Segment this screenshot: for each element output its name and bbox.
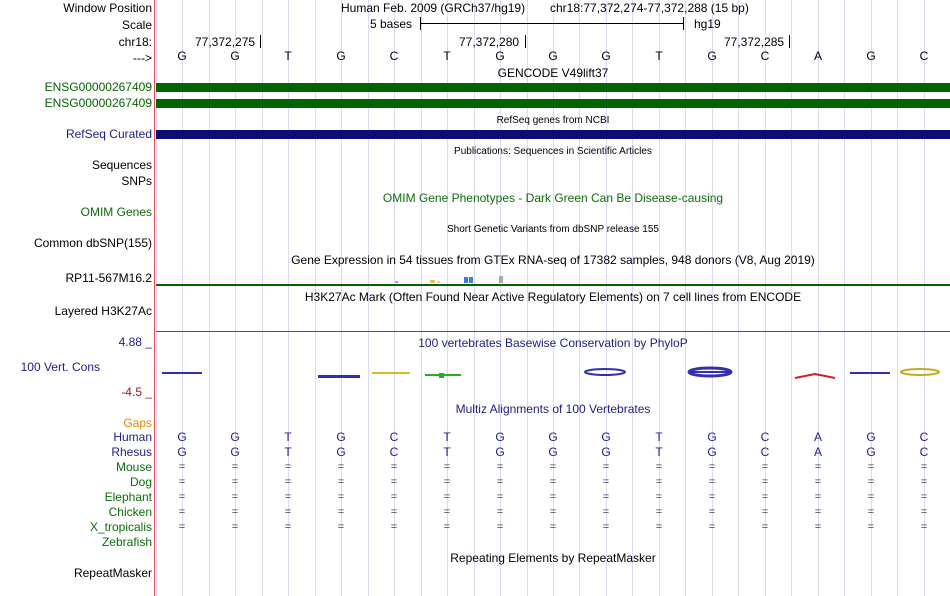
base-letter: G bbox=[177, 49, 187, 63]
alignment-match: = bbox=[814, 461, 822, 473]
alignment-match: = bbox=[390, 521, 398, 533]
alignment-match: = bbox=[602, 521, 610, 533]
alignment-match: = bbox=[549, 491, 557, 503]
alignment-match: = bbox=[443, 461, 451, 473]
alignment-match: = bbox=[178, 476, 186, 488]
alignment-match: = bbox=[761, 476, 769, 488]
phylop-glyph-5 bbox=[439, 373, 444, 378]
alignment-match: = bbox=[920, 521, 928, 533]
base-letter: A bbox=[813, 49, 822, 63]
alignment-match: = bbox=[231, 491, 239, 503]
phylop-glyph-11 bbox=[901, 369, 939, 375]
species-label-mouse[interactable]: Mouse bbox=[115, 460, 152, 474]
phylop-glyph-10 bbox=[850, 372, 890, 374]
alignment-match: = bbox=[496, 521, 504, 533]
base-letter: G bbox=[336, 49, 346, 63]
alignment-match: = bbox=[549, 476, 557, 488]
alignment-base: G bbox=[601, 430, 611, 444]
alignment-base: G bbox=[177, 430, 187, 444]
alignment-match: = bbox=[920, 506, 928, 518]
alignment-match: = bbox=[602, 506, 610, 518]
refseq-label[interactable]: RefSeq Curated bbox=[65, 127, 152, 141]
alignment-match: = bbox=[920, 476, 928, 488]
alignment-match: = bbox=[178, 521, 186, 533]
alignment-match: = bbox=[231, 521, 239, 533]
phylop-glyph-3 bbox=[372, 372, 410, 374]
alignment-match: = bbox=[496, 461, 504, 473]
gtex-track-title[interactable]: Gene Expression in 54 tissues from GTEx RNA-seq of 17382 samples, 948 donors (V8, Aug 2019) bbox=[291, 253, 815, 267]
alignment-base: C bbox=[919, 445, 929, 459]
scale-label: Scale bbox=[121, 18, 152, 32]
alignment-base: G bbox=[548, 445, 558, 459]
alignment-match: = bbox=[337, 476, 345, 488]
phylop-max-label: 4.88 _ bbox=[118, 335, 152, 349]
alignment-match: = bbox=[496, 491, 504, 503]
alignment-match: = bbox=[655, 461, 663, 473]
alignment-match: = bbox=[284, 521, 292, 533]
alignment-match: = bbox=[761, 521, 769, 533]
alignment-base: G bbox=[336, 445, 346, 459]
alignment-base: T bbox=[443, 445, 451, 459]
alignment-match: = bbox=[390, 461, 398, 473]
alignment-match: = bbox=[231, 461, 239, 473]
alignment-match: = bbox=[867, 461, 875, 473]
alignment-match: = bbox=[867, 521, 875, 533]
position-text[interactable]: chr18:77,372,274-77,372,288 (15 bp) bbox=[550, 1, 749, 15]
phylop-label[interactable]: 100 Vert. Cons bbox=[20, 360, 100, 374]
species-label-x_tropicalis[interactable]: X_tropicalis bbox=[89, 520, 152, 534]
alignment-match: = bbox=[708, 506, 716, 518]
alignment-base: G bbox=[495, 430, 505, 444]
publications-track-title[interactable]: Publications: Sequences in Scientific Articles bbox=[454, 146, 652, 157]
alignment-base: G bbox=[866, 430, 876, 444]
alignment-match: = bbox=[337, 506, 345, 518]
alignment-base: G bbox=[177, 445, 187, 459]
alignment-match: = bbox=[443, 506, 451, 518]
chrom-label: chr18: bbox=[118, 35, 152, 49]
gencode-gene-label-1[interactable]: ENSG00000267409 bbox=[44, 80, 152, 94]
scale-text: 5 bases bbox=[370, 17, 413, 31]
alignment-base: G bbox=[230, 445, 240, 459]
sequences-label[interactable]: Sequences bbox=[91, 158, 152, 172]
alignment-match: = bbox=[655, 476, 663, 488]
alignment-base: G bbox=[230, 430, 240, 444]
alignment-base: G bbox=[548, 430, 558, 444]
alignment-base: A bbox=[813, 430, 822, 444]
alignment-match: = bbox=[814, 506, 822, 518]
alignment-base: T bbox=[284, 430, 292, 444]
alignment-match: = bbox=[178, 506, 186, 518]
alignment-match: = bbox=[920, 491, 928, 503]
base-letter: C bbox=[389, 49, 399, 63]
h3k27ac-label[interactable]: Layered H3K27Ac bbox=[54, 304, 152, 318]
alignment-match: = bbox=[761, 506, 769, 518]
repeatmasker-track-title[interactable]: Repeating Elements by RepeatMasker bbox=[450, 551, 656, 565]
base-letter: T bbox=[655, 49, 663, 63]
species-label-chicken[interactable]: Chicken bbox=[108, 505, 152, 519]
alignment-base: G bbox=[866, 445, 876, 459]
alignment-match: = bbox=[337, 521, 345, 533]
alignment-base: G bbox=[707, 445, 717, 459]
base-letter: C bbox=[919, 49, 929, 63]
alignment-match: = bbox=[708, 521, 716, 533]
alignment-base: A bbox=[813, 445, 822, 459]
alignment-match: = bbox=[655, 491, 663, 503]
alignment-base: G bbox=[336, 430, 346, 444]
phylop-glyph-2 bbox=[318, 375, 360, 378]
alignment-match: = bbox=[708, 476, 716, 488]
alignment-match: = bbox=[867, 506, 875, 518]
alignment-match: = bbox=[390, 491, 398, 503]
alignment-match: = bbox=[337, 491, 345, 503]
scale-db: hg19 bbox=[694, 17, 721, 31]
alignment-match: = bbox=[178, 491, 186, 503]
alignment-match: = bbox=[443, 521, 451, 533]
alignment-match: = bbox=[920, 461, 928, 473]
alignment-match: = bbox=[655, 506, 663, 518]
alignment-match: = bbox=[602, 491, 610, 503]
alignment-base: C bbox=[760, 430, 770, 444]
alignment-match: = bbox=[284, 461, 292, 473]
alignment-base: T bbox=[655, 445, 663, 459]
phylop-min-label: -4.5 _ bbox=[121, 385, 152, 399]
coordinate-2: 77,372,280 bbox=[459, 35, 520, 49]
base-letter: C bbox=[760, 49, 770, 63]
coordinate-1: 77,372,275 bbox=[195, 35, 256, 49]
gencode-gene-label-2[interactable]: ENSG00000267409 bbox=[44, 96, 152, 110]
alignment-match: = bbox=[284, 491, 292, 503]
alignment-match: = bbox=[496, 476, 504, 488]
alignment-base: G bbox=[495, 445, 505, 459]
alignment-match: = bbox=[443, 476, 451, 488]
alignment-match: = bbox=[390, 476, 398, 488]
alignment-match: = bbox=[867, 491, 875, 503]
base-letter: G bbox=[601, 49, 611, 63]
alignment-match: = bbox=[761, 461, 769, 473]
dbsnp-track-title[interactable]: Short Genetic Variants from dbSNP release 155 bbox=[447, 224, 659, 235]
alignment-match: = bbox=[443, 491, 451, 503]
species-label-elephant[interactable]: Elephant bbox=[104, 490, 152, 504]
gtex-label[interactable]: RP11-567M16.2 bbox=[65, 271, 152, 285]
alignment-match: = bbox=[814, 521, 822, 533]
phylop-glyph-9 bbox=[795, 374, 835, 378]
alignment-match: = bbox=[231, 476, 239, 488]
window-position-label: Window Position bbox=[63, 1, 152, 15]
coordinate-3: 77,372,285 bbox=[724, 35, 785, 49]
alignment-match: = bbox=[549, 521, 557, 533]
strand-label: ---> bbox=[133, 51, 152, 65]
snps-label[interactable]: SNPs bbox=[121, 174, 152, 188]
gaps-label[interactable]: Gaps bbox=[123, 416, 152, 430]
alignment-base: G bbox=[601, 445, 611, 459]
alignment-base: C bbox=[919, 430, 929, 444]
base-letter: G bbox=[495, 49, 505, 63]
dbsnp-label[interactable]: Common dbSNP(155) bbox=[33, 236, 152, 250]
alignment-match: = bbox=[708, 461, 716, 473]
alignment-match: = bbox=[814, 476, 822, 488]
species-label-zebrafish[interactable]: Zebrafish bbox=[101, 535, 152, 549]
alignment-match: = bbox=[708, 491, 716, 503]
base-letter: T bbox=[284, 49, 292, 63]
alignment-match: = bbox=[761, 491, 769, 503]
alignment-match: = bbox=[549, 461, 557, 473]
alignment-match: = bbox=[602, 476, 610, 488]
alignment-base: C bbox=[760, 445, 770, 459]
species-label-human[interactable]: Human bbox=[113, 430, 152, 444]
phylop-glyph-1 bbox=[162, 372, 202, 374]
alignment-match: = bbox=[284, 506, 292, 518]
alignment-match: = bbox=[655, 521, 663, 533]
alignment-base: C bbox=[389, 445, 399, 459]
alignment-base: C bbox=[389, 430, 399, 444]
repeatmasker-label[interactable]: RepeatMasker bbox=[73, 566, 152, 580]
multiz-track-title[interactable]: Multiz Alignments of 100 Vertebrates bbox=[455, 402, 651, 416]
alignment-match: = bbox=[284, 476, 292, 488]
omim-label[interactable]: OMIM Genes bbox=[80, 205, 152, 219]
phylop-glyph-6 bbox=[585, 369, 625, 375]
alignment-match: = bbox=[549, 506, 557, 518]
omim-track-title[interactable]: OMIM Gene Phenotypes - Dark Green Can Be Disease-causing bbox=[382, 191, 724, 205]
species-label-dog[interactable]: Dog bbox=[129, 475, 152, 489]
alignment-match: = bbox=[337, 461, 345, 473]
phylop-track-title[interactable]: 100 vertebrates Basewise Conservation by PhyloP bbox=[418, 336, 688, 350]
alignment-match: = bbox=[602, 461, 610, 473]
base-letter: T bbox=[443, 49, 451, 63]
alignment-base: T bbox=[284, 445, 292, 459]
alignment-match: = bbox=[231, 506, 239, 518]
h3k27ac-track-title[interactable]: H3K27Ac Mark (Often Found Near Active Regulatory Elements) on 7 cell lines from ENCODE bbox=[304, 290, 802, 304]
alignment-base: T bbox=[655, 430, 663, 444]
alignment-base: T bbox=[443, 430, 451, 444]
base-letter: G bbox=[548, 49, 558, 63]
assembly-text: Human Feb. 2009 (GRCh37/hg19) bbox=[341, 1, 526, 15]
alignment-match: = bbox=[814, 491, 822, 503]
base-letter: G bbox=[866, 49, 876, 63]
base-letter: G bbox=[230, 49, 240, 63]
alignment-base: G bbox=[707, 430, 717, 444]
refseq-track-title[interactable]: RefSeq genes from NCBI bbox=[496, 115, 610, 126]
base-letter: G bbox=[707, 49, 717, 63]
alignment-match: = bbox=[867, 476, 875, 488]
alignment-match: = bbox=[390, 506, 398, 518]
species-label-rhesus[interactable]: Rhesus bbox=[111, 445, 152, 459]
alignment-match: = bbox=[496, 506, 504, 518]
gencode-track-title[interactable]: GENCODE V49lift37 bbox=[497, 66, 609, 80]
alignment-match: = bbox=[178, 461, 186, 473]
